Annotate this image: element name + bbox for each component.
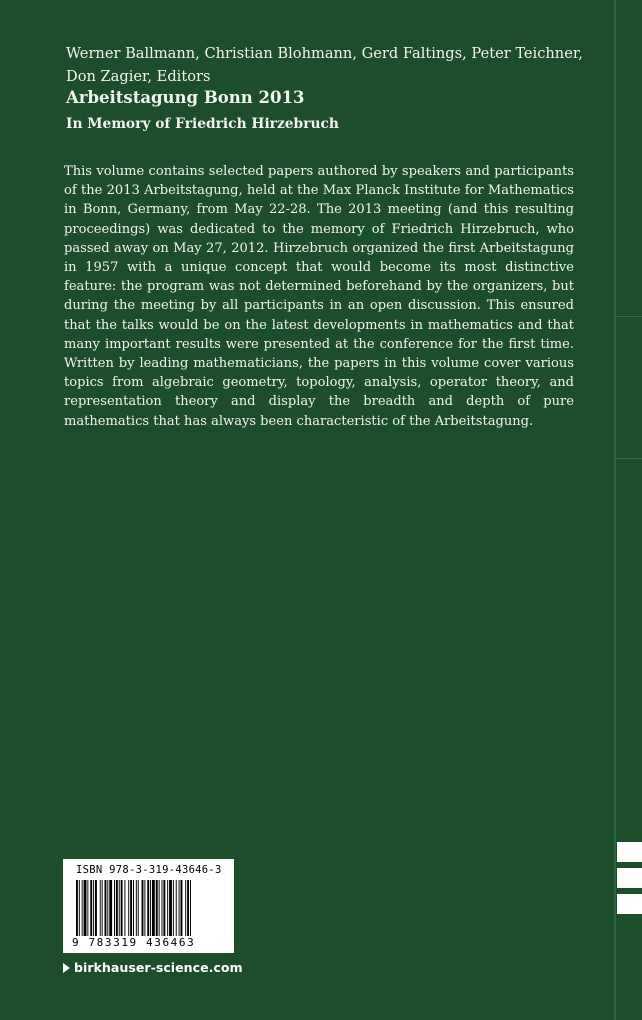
barcode-bar xyxy=(173,880,174,936)
barcode-bar xyxy=(163,880,165,936)
barcode-bar xyxy=(185,880,186,936)
barcode-bar xyxy=(93,880,94,936)
publisher-link[interactable] xyxy=(63,960,243,975)
barcode-bar xyxy=(130,880,132,936)
barcode-bar xyxy=(156,880,158,936)
barcode-bar xyxy=(190,880,191,936)
book-description: This volume contains selected papers authored by speakers and participants of the 2013 Arbeitstagung, held at the Max Planck Institute for Mathematics in Bonn, Germany, from May 22-28. The 2013 meeting (and this resulting proceedings) was dedicated to the memory of Friedrich Hirzebruch, who passed away on May 27, 2012. Hirzebruch organized the first Arbeitstagung in 1957 with a unique concept that would become its most distinctive feature: the program was not determined beforehand by the organizers, but during the meeting by all participants in an open discussion. This ensured that the talks would be on the latest developments in mathematics and that many important results were presented at the conference for the first time. Written by leading mathematicians, the papers in this volume cover various topics from algebraic geometry, topology, analysis, operator theory, and representation theory and display the breadth and depth of pure mathematics that has always been characteristic of the Arbeitstagung. xyxy=(64,164,574,429)
barcode-bar xyxy=(124,880,125,936)
barcode-bar xyxy=(150,880,151,936)
barcode-bar xyxy=(87,880,88,936)
barcode-bar xyxy=(114,880,115,936)
barcode-bar xyxy=(133,880,134,936)
barcode-bar xyxy=(105,880,107,936)
barcode-bar xyxy=(136,880,137,936)
spine-bar xyxy=(617,868,642,888)
barcode-bar xyxy=(128,880,129,936)
barcode-bar xyxy=(144,880,145,936)
barcode-bar xyxy=(79,880,80,936)
barcode-bar xyxy=(84,880,87,936)
spine-divider xyxy=(614,0,616,1020)
isbn-barcode-box xyxy=(63,859,234,953)
barcode-bar xyxy=(142,880,144,936)
barcode-bar xyxy=(82,880,83,936)
barcode-icon xyxy=(76,880,222,936)
barcode-bar xyxy=(187,880,189,936)
barcode-digits: 9 783319 436463 xyxy=(72,936,196,949)
barcode-bar xyxy=(107,880,108,936)
barcode-bar xyxy=(95,880,97,936)
barcode-bar xyxy=(109,880,112,936)
spine-tick xyxy=(616,458,642,459)
spine-tick xyxy=(616,316,642,317)
barcode-bar xyxy=(162,880,163,936)
barcode-bar xyxy=(116,880,118,936)
publisher-url[interactable]: birkhauser-science.com xyxy=(74,960,243,975)
spine-bar xyxy=(617,842,642,862)
barcode-bar xyxy=(76,880,78,936)
barcode-bar xyxy=(119,880,120,936)
barcode-bar xyxy=(90,880,92,936)
barcode-bar xyxy=(102,880,103,936)
barcode-bar xyxy=(181,880,183,936)
barcode-bar xyxy=(138,880,139,936)
book-subtitle: In Memory of Friedrich Hirzebruch xyxy=(66,116,339,132)
barcode-bar xyxy=(159,880,160,936)
barcode-bar xyxy=(167,880,168,936)
barcode-bar xyxy=(152,880,155,936)
barcode-bar xyxy=(121,880,123,936)
arrow-right-icon xyxy=(63,963,70,973)
barcode-bar xyxy=(147,880,149,936)
barcode-bar xyxy=(179,880,180,936)
barcode-bar xyxy=(169,880,172,936)
isbn-label: ISBN 978-3-319-43646-3 xyxy=(76,864,222,876)
editors-list: Werner Ballmann, Christian Blohmann, Gerd Faltings, Peter Teichner, Don Zagier, Editors xyxy=(66,45,583,85)
spine-bar xyxy=(617,894,642,914)
book-title: Arbeitstagung Bonn 2013 xyxy=(66,88,305,107)
barcode-bar xyxy=(100,880,101,936)
barcode-bar xyxy=(176,880,177,936)
